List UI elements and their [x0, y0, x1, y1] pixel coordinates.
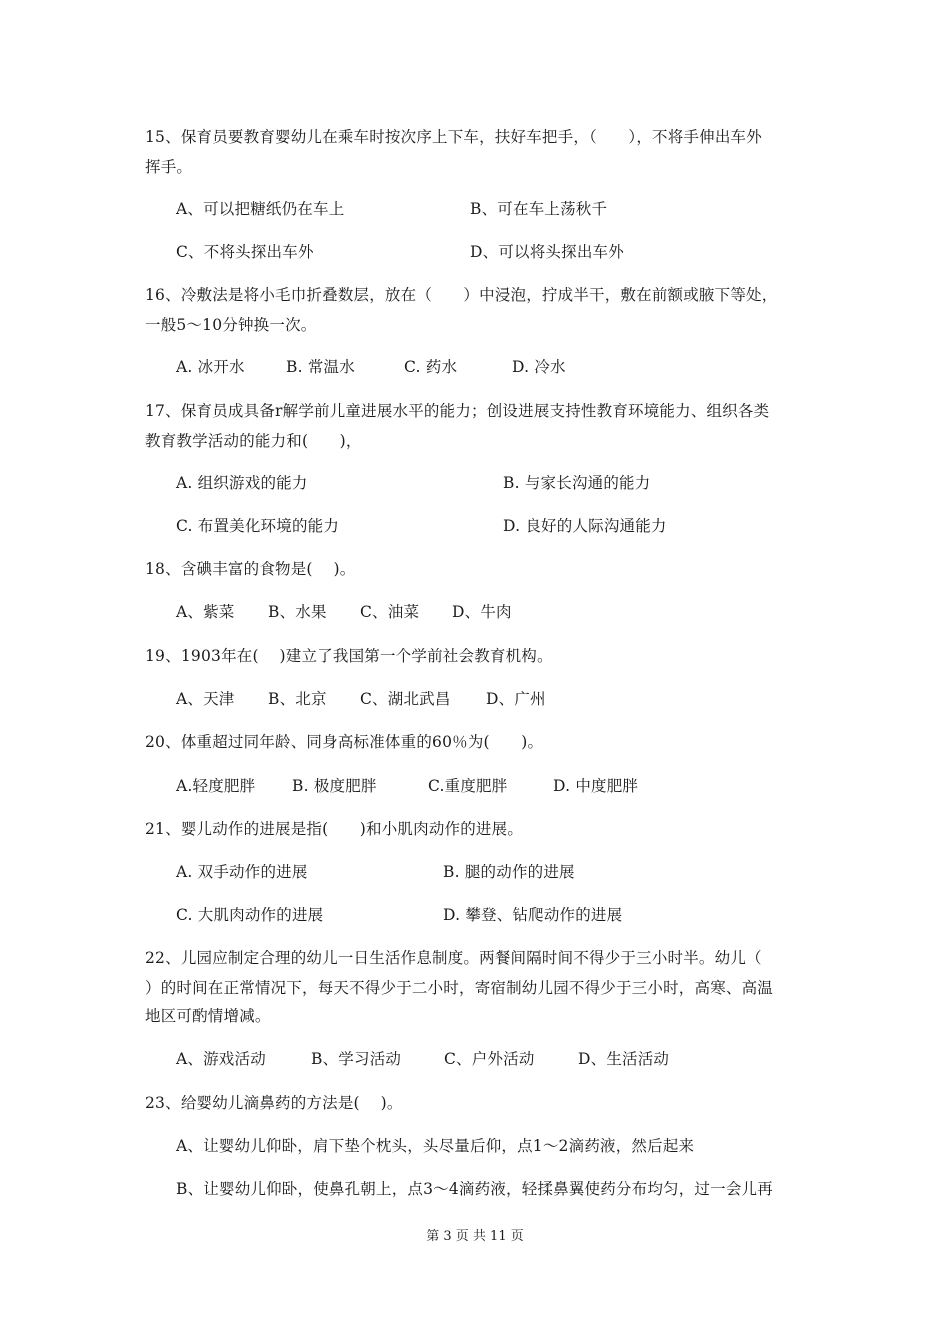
question-20-option-a: A.轻度肥胖	[176, 777, 256, 795]
question-15-option-a: A、可以把糖纸仍在车上	[176, 200, 345, 218]
question-19-option-c: C、湖北武昌	[360, 690, 451, 708]
question-22-stem-line-3: 地区可酌情增减。	[145, 1007, 271, 1025]
question-22-stem-line-1: 22、儿园应制定合理的幼儿一日生活作息制度。两餐间隔时间不得少于三小时半。幼儿（	[145, 949, 762, 967]
question-23-option-b: B、让婴幼儿仰卧，使鼻孔朝上，点3～4滴药液，轻揉鼻翼使药分布均匀，过一会儿再	[176, 1180, 773, 1198]
question-19-option-b: B、北京	[268, 690, 327, 708]
question-15-option-c: C、不将头探出车外	[176, 243, 314, 261]
question-22-option-c: C、户外活动	[444, 1050, 535, 1068]
question-20-option-c: C.重度肥胖	[428, 777, 508, 795]
page-number-footer: 第 3 页 共 11 页	[426, 1229, 524, 1244]
question-16-stem-line-1: 16、冷敷法是将小毛巾折叠数层，放在（ ）中浸泡，拧成半干，敷在前额或腋下等处，	[145, 286, 778, 304]
question-21-option-c: C. 大肌肉动作的进展	[176, 906, 324, 924]
question-17-stem-line-2: 教育教学活动的能力和( )，	[145, 432, 362, 450]
question-22-option-a: A、游戏活动	[176, 1050, 266, 1068]
question-16-stem-line-2: 一般5～10分钟换一次。	[145, 316, 317, 334]
question-15-stem-line-1: 15、保育员要教育婴幼儿在乘车时按次序上下车，扶好车把手，（ ），不将手伸出车外	[145, 128, 762, 146]
question-21-stem: 21、婴儿动作的进展是指( )和小肌肉动作的进展。	[145, 820, 524, 838]
question-20-stem: 20、体重超过同年龄、同身高标准体重的60％为( )。	[145, 733, 544, 751]
question-20-option-b: B. 极度肥胖	[292, 777, 377, 795]
question-20-option-d: D. 中度肥胖	[553, 777, 639, 795]
question-15-option-b: B、可在车上荡秋千	[470, 200, 608, 218]
question-22-stem-line-2: ）的时间在正常情况下，每天不得少于二小时，寄宿制幼儿园不得少于三小时，高寒、高温	[145, 979, 774, 997]
question-17-option-a: A. 组织游戏的能力	[176, 474, 308, 492]
question-21-option-a: A. 双手动作的进展	[176, 863, 308, 881]
question-17-stem-line-1: 17、保育员成具备r解学前儿童进展水平的能力；创设进展支持性教育环境能力、组织各类	[145, 402, 770, 420]
question-16-option-a: A. 冰开水	[176, 358, 245, 376]
question-22-option-d: D、生活活动	[578, 1050, 670, 1068]
question-23-stem: 23、给婴幼儿滴鼻药的方法是( )。	[145, 1094, 403, 1112]
question-23-option-a: A、让婴幼儿仰卧，肩下垫个枕头，头尽量后仰，点1～2滴药液，然后起来	[176, 1137, 695, 1155]
question-15-option-d: D、可以将头探出车外	[470, 243, 624, 261]
question-18-stem: 18、含碘丰富的食物是( )。	[145, 560, 356, 578]
question-18-option-a: A、紫菜	[176, 603, 235, 621]
question-16-option-d: D. 冷水	[512, 358, 566, 376]
question-22-option-b: B、学习活动	[311, 1050, 402, 1068]
question-17-option-d: D. 良好的人际沟通能力	[503, 517, 667, 535]
question-18-option-b: B、水果	[268, 603, 327, 621]
question-19-option-d: D、广州	[486, 690, 546, 708]
question-16-option-c: C. 药水	[404, 358, 458, 376]
question-19-stem: 19、1903年在( )建立了我国第一个学前社会教育机构。	[145, 647, 553, 665]
question-15-stem-line-2: 挥手。	[145, 158, 193, 176]
question-18-option-d: D、牛肉	[452, 603, 512, 621]
question-18-option-c: C、油菜	[360, 603, 420, 621]
question-17-option-c: C. 布置美化环境的能力	[176, 517, 340, 535]
question-21-option-b: B. 腿的动作的进展	[443, 863, 575, 881]
question-19-option-a: A、天津	[176, 690, 235, 708]
question-21-option-d: D. 攀登、钻爬动作的进展	[443, 906, 623, 924]
question-16-option-b: B. 常温水	[286, 358, 355, 376]
question-17-option-b: B. 与家长沟通的能力	[503, 474, 651, 492]
